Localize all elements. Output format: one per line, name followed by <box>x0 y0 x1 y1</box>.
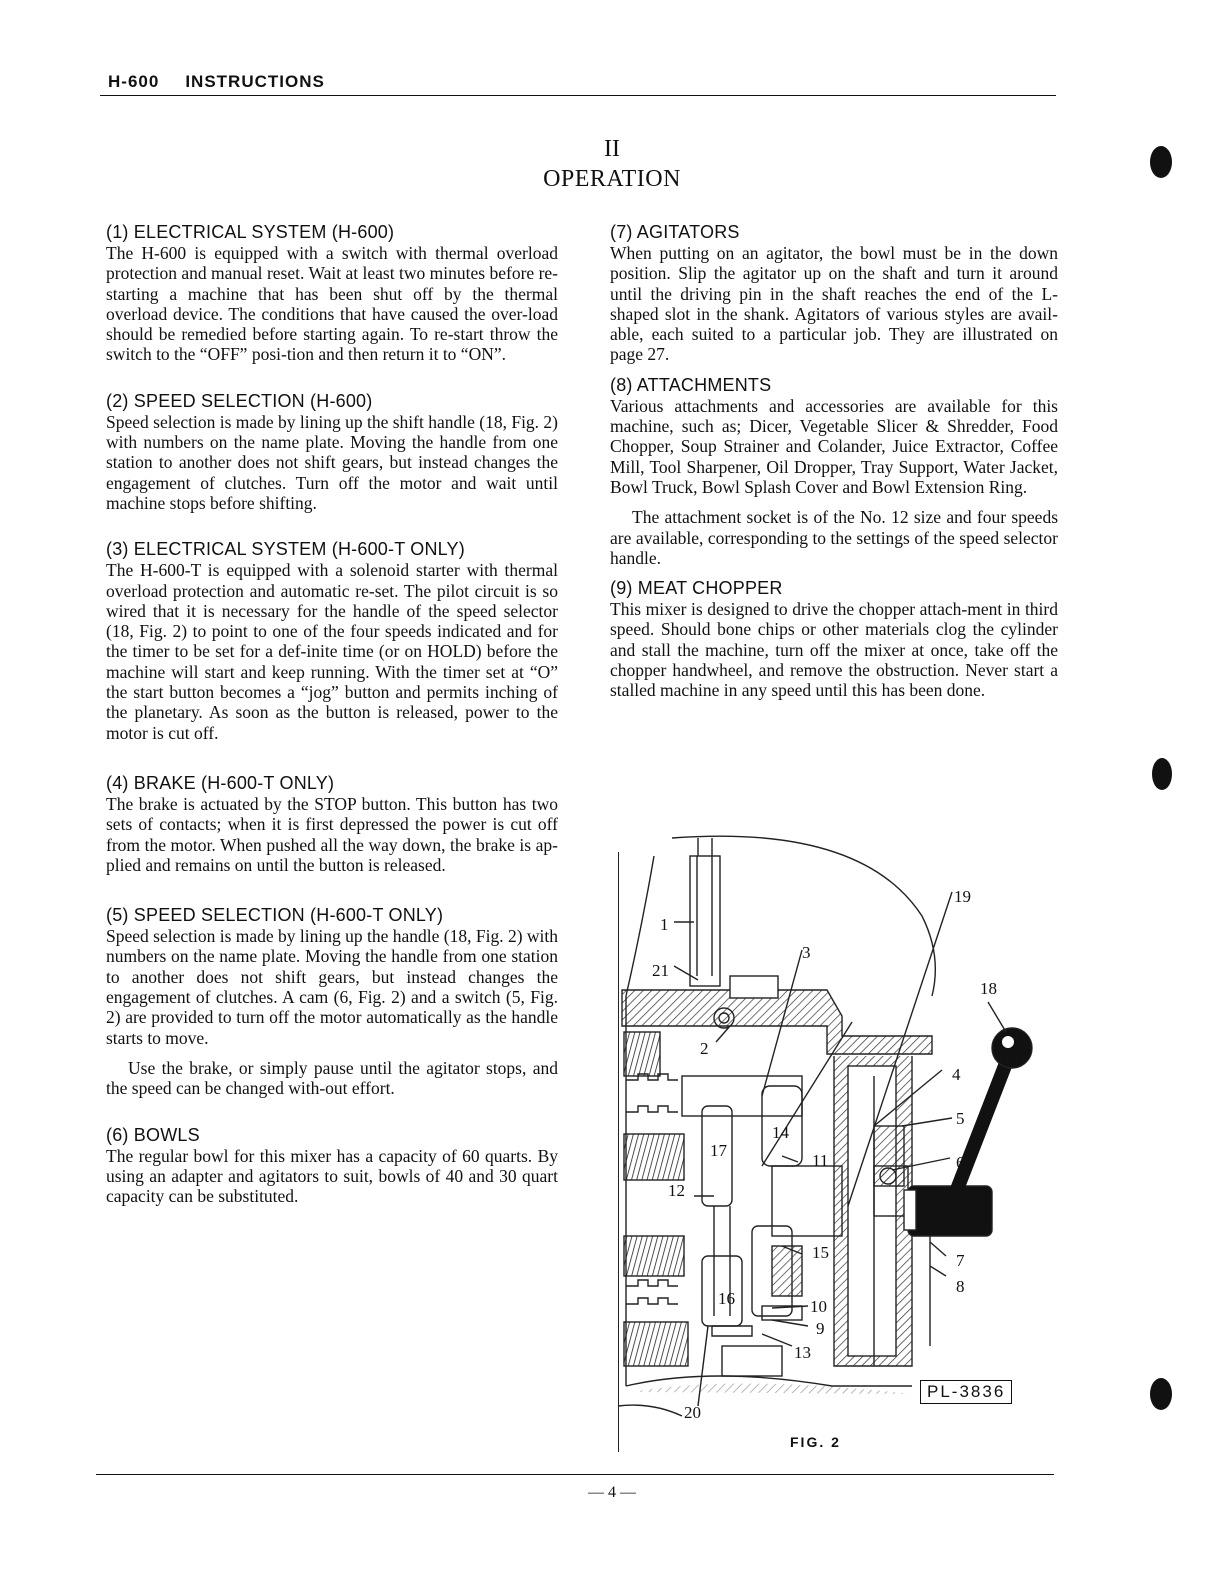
para-speed-selection-t-2: Use the brake, or simply pause until the agitator stops, and the speed can be changed with-out effort. <box>106 1057 558 1099</box>
callout-1: 1 <box>660 915 669 934</box>
running-header <box>108 72 325 92</box>
para-meat-chopper: This mixer is designed to drive the chopper attach-ment in third speed. Should bone chips or other materials clog the cylinder and stall the machine, turn off the mixer at once, take off the chopper handwheel, and remove the obstruction. Never start a stalled machine in any speed until this has been done. <box>610 599 1058 701</box>
para-brake: The brake is actuated by the STOP button. This button has two sets of contacts; when it is first depressed the power is cut off from the motor. When pushed all the way down, the brake is ap-plied and remains on until the button is released. <box>106 793 558 875</box>
binder-hole-mark <box>1150 146 1172 178</box>
callout-19: 19 <box>954 887 971 906</box>
para-bowls: The regular bowl for this mixer has a capacity of 60 quarts. By using an adapter and agitators to suit, bowls of 40 and 30 quart capacity can be substituted. <box>106 1145 558 1207</box>
right-column <box>610 222 1058 701</box>
callout-11: 11 <box>812 1151 829 1170</box>
callout-18: 18 <box>980 979 997 998</box>
callout-21: 21 <box>652 961 669 980</box>
heading-electrical-system-t: (3) ELECTRICAL SYSTEM (H-600-T ONLY) <box>106 539 465 560</box>
callout-7: 7 <box>956 1251 965 1270</box>
heading-brake: (4) BRAKE (H-600-T ONLY) <box>106 772 335 793</box>
heading-speed-selection-t: (5) SPEED SELECTION (H-600-T ONLY) <box>106 905 444 926</box>
plate-number-box: PL-3836 <box>920 1380 1012 1404</box>
footer-rule <box>96 1474 1054 1475</box>
section-number: II <box>604 136 620 162</box>
figure-caption: FIG. 2 <box>790 1434 841 1450</box>
callout-6: 6 <box>956 1153 965 1172</box>
page-number: — 4 — <box>588 1484 636 1501</box>
callout-13: 13 <box>794 1343 811 1362</box>
para-electrical-system: The H-600 is equipped with a switch with thermal overload protection and manual reset. Wait at least two minutes before re-starting a machine that has been shut off by the thermal overload device. The conditions that have caused the over-load should be remedied before starting again. To re-start throw the switch to the “OFF” posi-tion and then return it to “ON”. <box>106 243 558 365</box>
heading-agitators: (7) AGITATORS <box>610 222 740 242</box>
mixer-cross-section <box>612 826 1052 1446</box>
callout-9: 9 <box>816 1319 825 1338</box>
callout-12: 12 <box>668 1181 685 1200</box>
para-agitators: When putting on an agitator, the bowl must be in the down position. Slip the agitator up on the shaft and turn it around until the driving pin in the shaft reaches the end of the L-shaped slot in the shank. Agitators of various styles are avail-able, each suited to a particular job. They are illustrated on page 27. <box>610 243 1058 365</box>
callout-2: 2 <box>700 1039 709 1058</box>
callout-14: 14 <box>772 1123 789 1142</box>
para-attachments-2: The attachment socket is of the No. 12 size and four speeds are available, corresponding to the settings of the speed selector handle. <box>610 507 1058 568</box>
section-title: OPERATION <box>543 166 681 192</box>
binder-hole-mark <box>1150 1378 1172 1410</box>
header-model: H-600 <box>108 72 160 91</box>
heading-speed-selection: (2) SPEED SELECTION (H-600) <box>106 390 373 411</box>
heading-attachments: (8) ATTACHMENTS <box>610 374 772 395</box>
callout-15: 15 <box>812 1243 829 1262</box>
para-speed-selection: Speed selection is made by lining up the shift handle (18, Fig. 2) with numbers on the name plate. Moving the handle from one station to another does not shift gears, but instead changes the engagement of clutches. Turn off the motor and wait until machine stops before shifting. <box>106 411 559 513</box>
callout-3: 3 <box>802 943 811 962</box>
heading-meat-chopper: (9) MEAT CHOPPER <box>610 578 783 599</box>
binder-hole-mark <box>1152 758 1172 790</box>
para-electrical-system-t: The H-600-T is equipped with a solenoid starter with thermal overload protection and automatic re-set. The pilot circuit is so wired that it is necessary for the handle of the speed selector (18, Fig. 2) to point to one of the four speeds indicated and for the timer to be set for a def-inite time (or on HOLD) before the machine will start and keep running. With the timer set at “O” the start button becomes a “jog” button and permits inching of the planetary. As soon as the button is released, power to the motor is cut off. <box>106 560 558 743</box>
callout-20: 20 <box>684 1403 701 1422</box>
heading-bowls: (6) BOWLS <box>106 1124 200 1145</box>
para-speed-selection-t: Speed selection is made by lining up the handle (18, Fig. 2) with numbers on the name plate. Moving the handle from one station to another does not shift gears, but instead changes the engagement of clutches. A cam (6, Fig. 2) and a switch (5, Fig. 2) are provided to turn off the motor automatically as the handle starts to move. <box>106 926 559 1048</box>
callout-10: 10 <box>810 1297 827 1316</box>
header-instructions: INSTRUCTIONS <box>185 72 325 91</box>
left-column <box>106 222 558 1206</box>
figure-2-drawing <box>612 826 1052 1446</box>
callout-8: 8 <box>956 1277 965 1296</box>
para-attachments: Various attachments and accessories are available for this machine, such as; Dicer, Vegetable Slicer & Shredder, Food Chopper, Soup Strainer and Colander, Juice Extractor, Coffee Mill, Tool Sharpener, Oil Dropper, Tray Support, Water Jacket, Bowl Truck, Bowl Splash Cover and Bowl Extension Ring. <box>610 395 1058 497</box>
header-rule <box>100 95 1056 96</box>
callout-17: 17 <box>710 1141 727 1160</box>
callout-5: 5 <box>956 1109 965 1128</box>
heading-electrical-system: (1) ELECTRICAL SYSTEM (H-600) <box>106 222 395 242</box>
callout-4: 4 <box>952 1065 961 1084</box>
callout-16: 16 <box>718 1289 735 1308</box>
